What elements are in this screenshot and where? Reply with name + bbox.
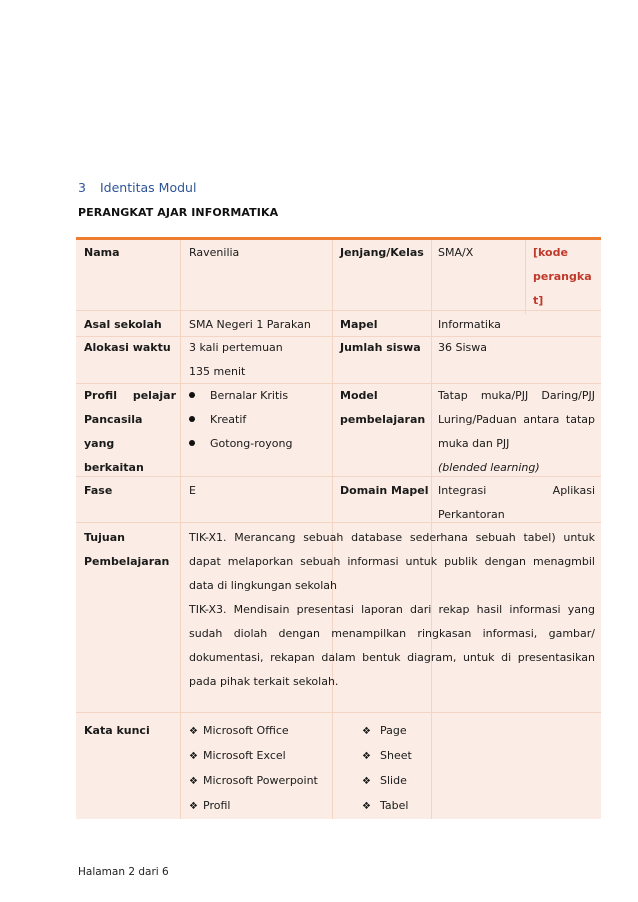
model-pembelajaran-value: Tatap muka/PJJ Daring/PJJ Luring/Paduan antara tatap muka dan PJJ (blended learning) xyxy=(438,389,595,474)
list-item: Kreatif xyxy=(189,408,292,432)
jumlah-siswa-label: Jumlah siswa xyxy=(340,341,421,354)
fase-value: E xyxy=(189,484,196,497)
list-item: Sheet xyxy=(380,749,412,762)
diamond-bullet-icon: ❖ xyxy=(362,776,371,787)
kata-kunci-list-right xyxy=(362,719,412,819)
kata-kunci-label: Kata kunci xyxy=(84,724,150,737)
jenjang-label: Jenjang/Kelas xyxy=(340,246,424,259)
diamond-bullet-icon: ❖ xyxy=(362,751,371,762)
asal-sekolah-value: SMA Negeri 1 Parakan xyxy=(189,318,311,331)
domain-mapel-label: Domain Mapel xyxy=(340,484,429,497)
mapel-label: Mapel xyxy=(340,318,378,331)
list-item: Bernalar Kritis xyxy=(189,384,292,408)
mapel-value: Informatika xyxy=(438,318,501,331)
list-item: Microsoft Office xyxy=(203,724,289,737)
diamond-bullet-icon: ❖ xyxy=(189,801,198,812)
diamond-bullet-icon: ❖ xyxy=(189,726,198,737)
document-subtitle: PERANGKAT AJAR INFORMATIKA xyxy=(78,206,279,219)
model-pembelajaran-label: Model pembelajaran xyxy=(340,389,426,426)
profil-pelajar-list xyxy=(189,384,292,456)
list-item: Gotong-royong xyxy=(189,432,292,456)
list-item: Slide xyxy=(380,774,407,787)
list-item: Tabel xyxy=(380,799,409,812)
tujuan-pembelajaran-label: Tujuan Pembelajaran xyxy=(84,531,170,568)
list-item: Microsoft Powerpoint xyxy=(203,774,318,787)
list-item: Profil xyxy=(203,799,231,812)
alokasi-waktu-label: Alokasi waktu xyxy=(84,341,171,354)
kode-perangkat: [kode perangka t] xyxy=(533,246,592,307)
page-footer: Halaman 2 dari 6 xyxy=(78,866,169,878)
kata-kunci-list-left xyxy=(189,719,318,819)
nama-value: Ravenilia xyxy=(189,246,240,259)
tujuan-pembelajaran-value: TIK-X1. Merancang sebuah database sederhana sebuah tabel) untuk dapat melaporkan sebuah informasi untuk publik dengan menagmbil data di lingkungan sekolah TIK-X3. Mendisain presentasi laporan dari rekap hasil informasi yang sudah diolah dengan menampilkan ringkasan informasi, gambar/ dokumentasi, rekapan dalam bentuk diagram, untuk di presentasikan pada pihak terkait sekolah. xyxy=(189,531,595,688)
list-item: Microsoft Excel xyxy=(203,749,286,762)
nama-label: Nama xyxy=(84,246,120,259)
diamond-bullet-icon: ❖ xyxy=(189,776,198,787)
asal-sekolah-label: Asal sekolah xyxy=(84,318,162,331)
diamond-bullet-icon: ❖ xyxy=(189,751,198,762)
alokasi-waktu-value: 3 kali pertemuan 135 menit xyxy=(189,341,283,378)
jumlah-siswa-value: 36 Siswa xyxy=(438,341,488,354)
diamond-bullet-icon: ❖ xyxy=(362,801,371,812)
diamond-bullet-icon: ❖ xyxy=(362,726,371,737)
list-item: Page xyxy=(380,724,407,737)
profil-pelajar-label: Profil pelajar Pancasila yang berkaitan xyxy=(84,389,176,474)
domain-mapel-value: Integrasi Aplikasi Perkantoran xyxy=(438,484,595,521)
module-identity-table xyxy=(76,237,601,819)
section-title: Identitas Modul xyxy=(100,180,197,195)
jenjang-value: SMA/X xyxy=(438,246,474,259)
section-heading xyxy=(78,180,196,195)
fase-label: Fase xyxy=(84,484,113,497)
section-number: 3 xyxy=(78,180,86,195)
